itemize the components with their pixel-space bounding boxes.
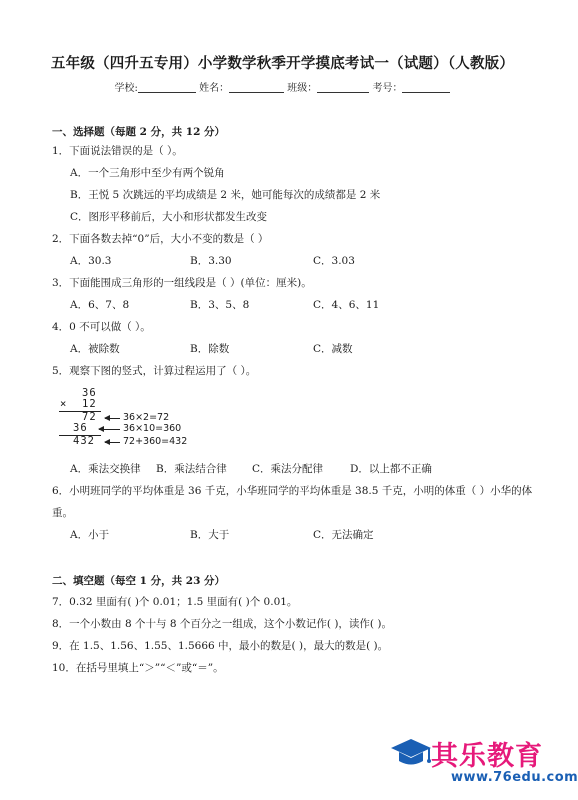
- arrow-3: [105, 442, 120, 443]
- question-6-line-2: 重。: [52, 507, 73, 519]
- calc-partial-2: 36: [73, 422, 88, 434]
- q4-option-c: C．减数: [313, 343, 353, 355]
- question-10: 10．在括号里填上“＞”“＜”或“＝”。: [52, 662, 224, 674]
- calc-multiplier: 12: [82, 398, 97, 410]
- q2-option-a: A．30.3: [70, 255, 112, 267]
- q1-option-c: C．图形平移前后，大小和形状都发生改变: [70, 211, 268, 223]
- q3-option-b: B．3、5、8: [190, 299, 250, 311]
- question-2: 2．下面各数去掉“0”后，大小不变的数是（ ）: [52, 233, 269, 245]
- section-2-title: 二、填空题（每空 1 分，共 23 分）: [52, 575, 226, 587]
- question-9: 9．在 1.5、1.56、1.55、1.5666 中，最小的数是( )，最大的数是( )。: [52, 640, 389, 652]
- question-1: 1．下面说法错误的是（ ）。: [52, 145, 183, 157]
- note-step-2: 36×10=360: [123, 423, 182, 434]
- calc-times-sign: ×: [60, 398, 68, 410]
- calc-result: 432: [73, 435, 95, 447]
- number-blank: [402, 82, 450, 93]
- class-label: 班级：: [287, 83, 318, 94]
- q2-option-c: C．3.03: [313, 255, 355, 267]
- q3-option-c: C．4、6、11: [313, 299, 380, 311]
- q5-option-d: D．以上都不正确: [350, 463, 432, 475]
- q6-option-b: B．大于: [190, 529, 230, 541]
- note-step-3: 72+360=432: [123, 436, 188, 447]
- question-5: 5．观察下图的竖式，计算过程运用了（ ）。: [52, 365, 257, 377]
- name-blank: [229, 82, 284, 93]
- arrow-2: [99, 429, 120, 430]
- q4-option-a: A．被除数: [70, 343, 120, 355]
- q5-option-c: C．乘法分配律: [252, 463, 324, 475]
- calc-multiplicand: 36: [82, 387, 97, 399]
- brand-name: 其乐教育: [431, 741, 543, 772]
- q4-option-b: B．除数: [190, 343, 230, 355]
- q6-option-a: A．小于: [70, 529, 110, 541]
- name-label: 姓名：: [199, 83, 230, 94]
- note-step-1: 36×2=72: [123, 412, 170, 423]
- class-blank: [317, 82, 369, 93]
- brand-url: www.76edu.com: [451, 770, 578, 785]
- brand-watermark: [387, 732, 578, 790]
- page-title: 五年级（四升五专用）小学数学秋季开学摸底考试一（试题）（人教版）: [50, 55, 515, 72]
- number-label: 考号：: [372, 83, 403, 94]
- q3-option-a: A．6、7、8: [70, 299, 130, 311]
- q5-option-a: A．乘法交换律: [70, 463, 141, 475]
- calc-partial-1: 72: [82, 411, 97, 423]
- vertical-multiplication: [55, 387, 195, 449]
- question-7: 7．0.32 里面有( )个 0.01；1.5 里面有( )个 0.01。: [52, 596, 298, 608]
- q6-option-c: C．无法确定: [313, 529, 374, 541]
- question-4: 4．0 不可以做（ ）。: [52, 321, 151, 333]
- q1-option-a: A．一个三角形中至少有两个锐角: [70, 167, 225, 179]
- q5-option-b: B．乘法结合律: [156, 463, 227, 475]
- question-3: 3．下面能围成三角形的一组线段是（ ）(单位：厘米)。: [52, 277, 312, 289]
- arrow-1: [105, 418, 120, 419]
- school-label: 学校:: [114, 83, 138, 94]
- question-6-line-1: 6．小明班同学的平均体重是 36 千克，小华班同学的平均体重是 38.5 千克，小明的体重（ ）小华的体: [52, 485, 533, 497]
- school-blank: [138, 82, 196, 93]
- question-8: 8．一个小数由 8 个十与 8 个百分之一组成，这个小数记作( )，读作( )。: [52, 618, 392, 630]
- q1-option-b: B．王悦 5 次跳远的平均成绩是 2 米，她可能每次的成绩都是 2 米: [70, 189, 381, 201]
- graduation-cap-icon: [389, 736, 433, 770]
- q2-option-b: B．3.30: [190, 255, 232, 267]
- section-1-title: 一、选择题（每题 2 分，共 12 分）: [52, 126, 226, 138]
- student-info-line: [0, 79, 565, 94]
